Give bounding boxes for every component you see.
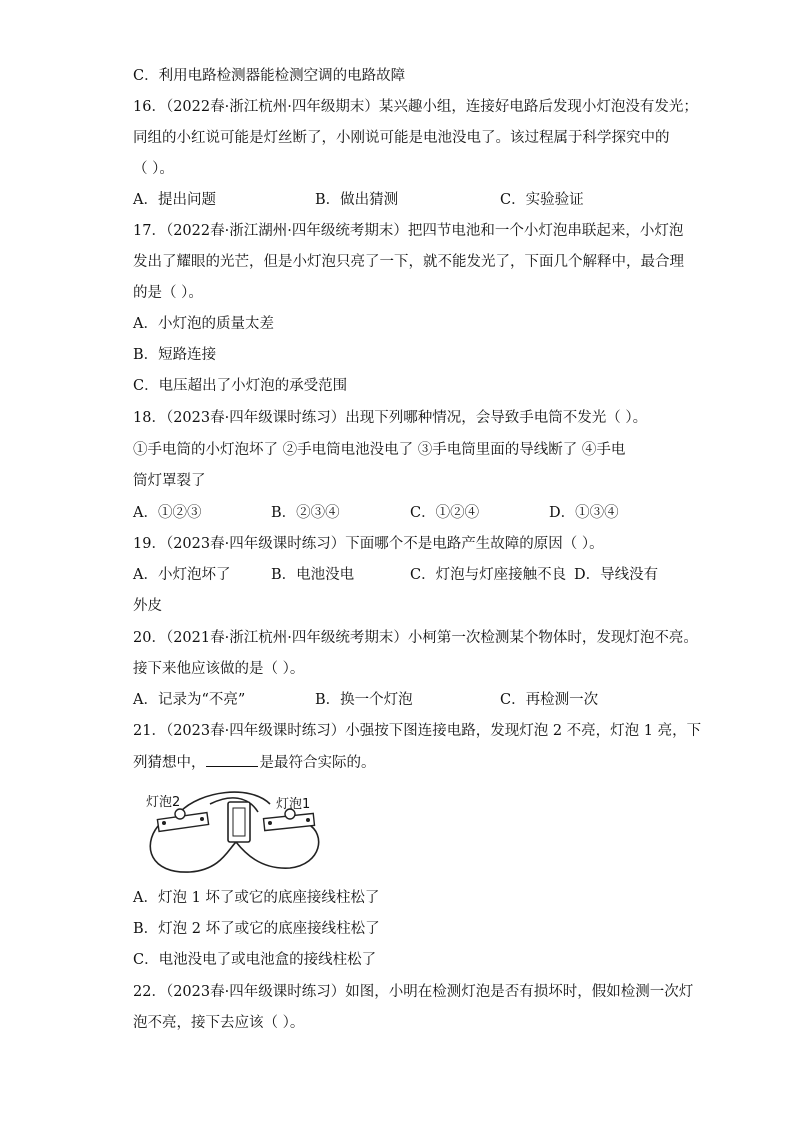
q21-option-b: B．灯泡 2 坏了或它的底座接线柱松了 — [133, 921, 380, 937]
q16-stem-line1: 16．（2022春·浙江杭州·四年级期末）某兴趣小组，连接好电路后发现小灯泡没有发光； — [133, 99, 698, 115]
q19-option-d: D．导线没有 — [574, 567, 659, 583]
q17-stem-line2: 发出了耀眼的光芒，但是小灯泡只亮了一下，就不能发光了，下面几个解释中，最合理 — [133, 254, 684, 270]
bulb-2-label: 灯泡2 — [146, 795, 181, 810]
q21-stem-pre: 列猜想中， — [133, 755, 206, 771]
q22-stem-line1: 22．（2023春·四年级课时练习）如图，小明在检测灯泡是否有损坏时，假如检测一次灯 — [133, 984, 694, 1000]
q16-stem-line2: 同组的小红说可能是灯丝断了，小刚说可能是电池没电了。该过程属于科学探究中的 — [133, 130, 670, 146]
q19-option-b: B．电池没电 — [271, 567, 355, 583]
battery-box — [228, 802, 250, 842]
answer-blank — [206, 752, 258, 767]
q16-stem-line3: （ ）。 — [133, 161, 174, 177]
q18-stem-line1: 18．（2023春·四年级课时练习）出现下列哪种情况，会导致手电筒不发光（ ）。 — [133, 410, 648, 426]
q16-option-a: A．提出问题 — [133, 192, 216, 208]
q15-option-c: C．利用电路检测器能检测空调的电路故障 — [133, 68, 406, 84]
q19-stem-line1: 19．（2023春·四年级课时练习）下面哪个不是电路产生故障的原因（ ）。 — [133, 536, 604, 552]
q17-stem-line3: 的是（ ）。 — [133, 285, 203, 301]
q21-stem-post: 是最符合实际的。 — [259, 755, 376, 771]
q20-option-b: B．换一个灯泡 — [315, 692, 413, 708]
q17-stem-line1: 17．（2022春·浙江湖州·四年级统考期末）把四节电池和一个小灯泡串联起来，小灯泡 — [133, 223, 684, 239]
q21-stem-line1: 21．（2023春·四年级课时练习）小强按下图连接电路，发现灯泡 2 不亮，灯泡 1 亮，下 — [133, 723, 702, 739]
q20-option-c: C．再检测一次 — [500, 692, 599, 708]
q19-option-d-wrap: 外皮 — [133, 598, 162, 614]
q18-option-d: D．①③④ — [549, 505, 619, 521]
bulb-1-holder — [264, 809, 315, 831]
q20-option-a: A．记录为“不亮” — [133, 692, 246, 708]
q18-option-a: A．①②③ — [133, 505, 202, 521]
q17-option-a: A．小灯泡的质量太差 — [133, 316, 274, 332]
bulb-2-icon — [175, 809, 185, 819]
q17-option-b: B．短路连接 — [133, 347, 217, 363]
q16-option-c: C．实验验证 — [500, 192, 584, 208]
q21-stem-line2 — [133, 752, 376, 773]
bulb-2-holder — [157, 809, 208, 831]
q19-option-a: A．小灯泡坏了 — [133, 567, 231, 583]
q19-option-c: C．灯泡与灯座接触不良 — [410, 567, 567, 583]
bulb-1-label: 灯泡1 — [276, 797, 311, 812]
q18-stem-line3: 筒灯罩裂了 — [133, 473, 206, 489]
q18-option-c: C．①②④ — [410, 505, 480, 521]
q18-stem-line2: ①手电筒的小灯泡坏了 ②手电筒电池没电了 ③手电筒里面的导线断了 ④手电 — [133, 442, 626, 458]
q22-stem-line2: 泡不亮，接下去应该（ ）。 — [133, 1015, 305, 1031]
q17-option-c: C．电压超出了小灯泡的承受范围 — [133, 378, 348, 394]
q21-option-a: A．灯泡 1 坏了或它的底座接线柱松了 — [133, 890, 380, 906]
q18-option-b: B．②③④ — [271, 505, 340, 521]
q16-option-b: B．做出猜测 — [315, 192, 399, 208]
circuit-figure — [140, 786, 330, 878]
q21-option-c: C．电池没电了或电池盒的接线柱松了 — [133, 952, 377, 968]
wire-bottom-left — [150, 826, 236, 872]
q20-stem-line2: 接下来他应该做的是（ ）。 — [133, 661, 305, 677]
q20-stem-line1: 20．（2021春·浙江杭州·四年级统考期末）小柯第一次检测某个物体时，发现灯泡不亮。 — [133, 630, 698, 646]
